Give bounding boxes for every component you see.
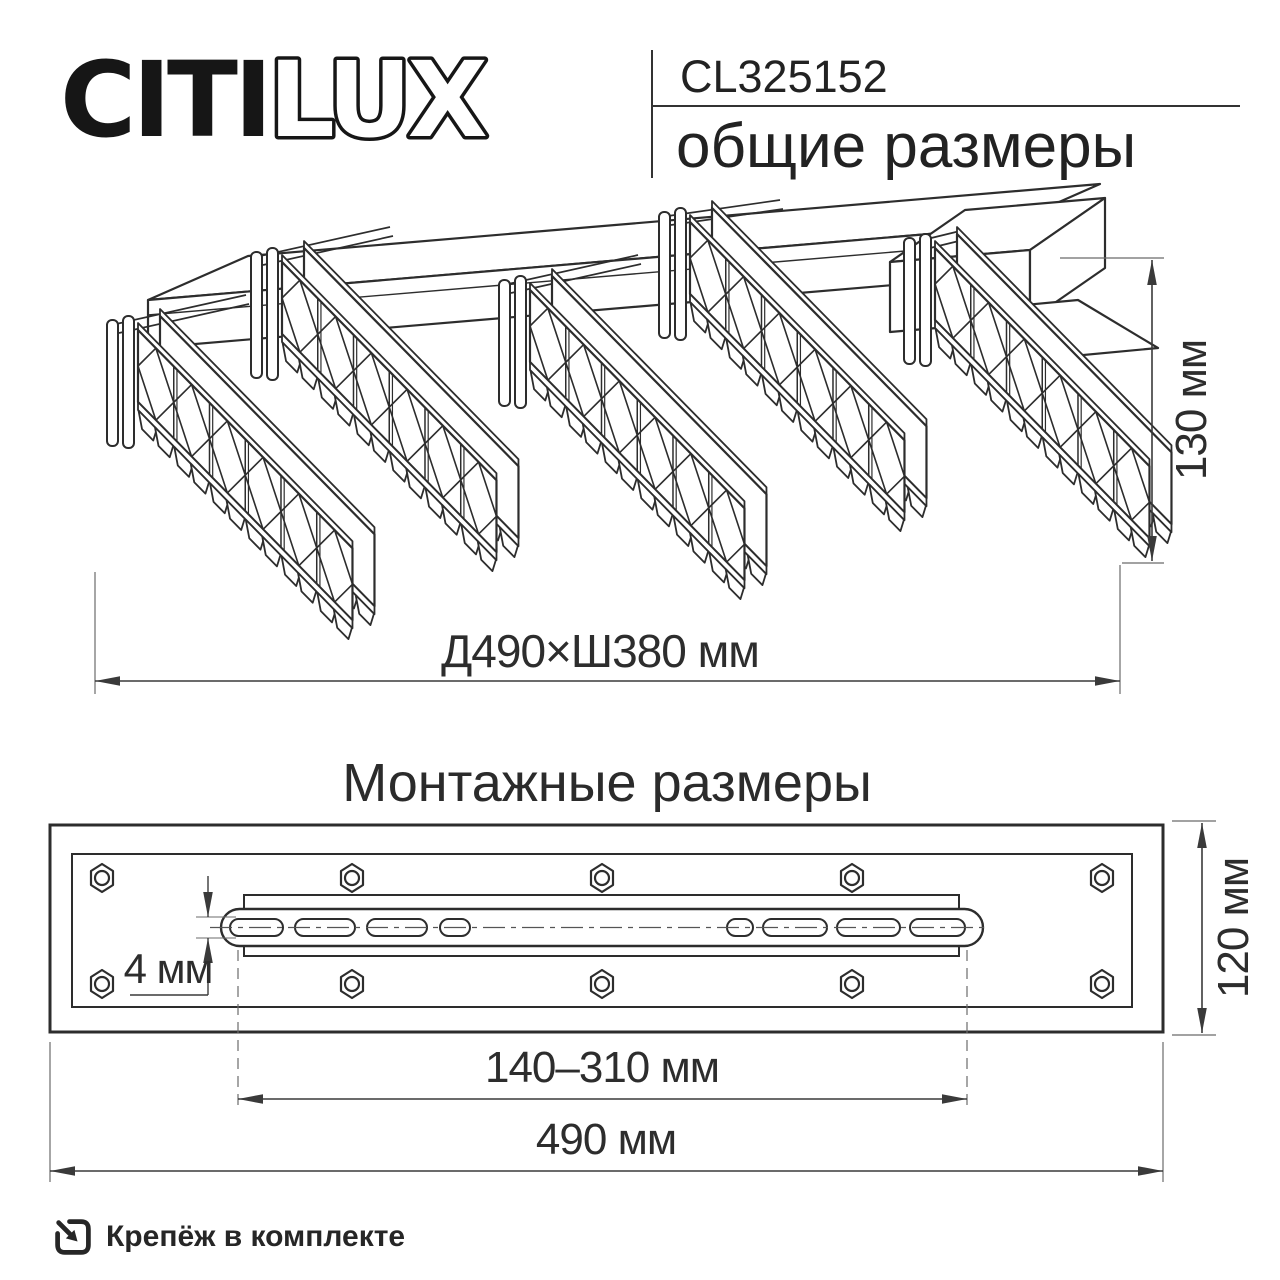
- svg-text:CITILUX: [60, 39, 487, 161]
- included-hardware-text: Крепёж в комплекте: [106, 1220, 406, 1253]
- hex-nut: [1091, 970, 1113, 998]
- hex-nut: [341, 864, 363, 892]
- mounting-bracket: [210, 895, 990, 956]
- included-hardware-note: [52, 1216, 405, 1258]
- model-number: CL325152: [680, 51, 888, 102]
- hex-nut: [841, 864, 863, 892]
- hex-nut: [841, 970, 863, 998]
- overall-footprint-dim-label: Д490×Ш380 мм: [441, 625, 759, 677]
- brand-accent: LUX: [268, 39, 484, 161]
- bar-thickness-dim-label: 4 мм: [123, 945, 213, 992]
- plate-height-dim-label: 120 мм: [1209, 857, 1258, 999]
- brand-main: CITI: [60, 39, 269, 161]
- hex-nut: [1091, 864, 1113, 892]
- mounting-section-title: Монтажные размеры: [342, 753, 872, 813]
- citilux-logo: [60, 34, 620, 164]
- brand-logo: [60, 34, 620, 168]
- hex-nut: [591, 864, 613, 892]
- bracket-span-dim-label: 140–310 мм: [484, 1043, 720, 1092]
- sheet-subtitle: общие размеры: [676, 112, 1137, 181]
- hex-nut: [91, 864, 113, 892]
- hex-nut: [91, 970, 113, 998]
- overall-height-dim-label: 130 мм: [1167, 339, 1216, 481]
- bracket-span-dimension: [238, 1094, 967, 1104]
- plate-width-dim-label: 490 мм: [535, 1115, 677, 1164]
- arrow-into-box-icon: [52, 1216, 94, 1258]
- hex-nut: [341, 970, 363, 998]
- hex-nut: [591, 970, 613, 998]
- overall-isometric-drawing: [95, 184, 1171, 694]
